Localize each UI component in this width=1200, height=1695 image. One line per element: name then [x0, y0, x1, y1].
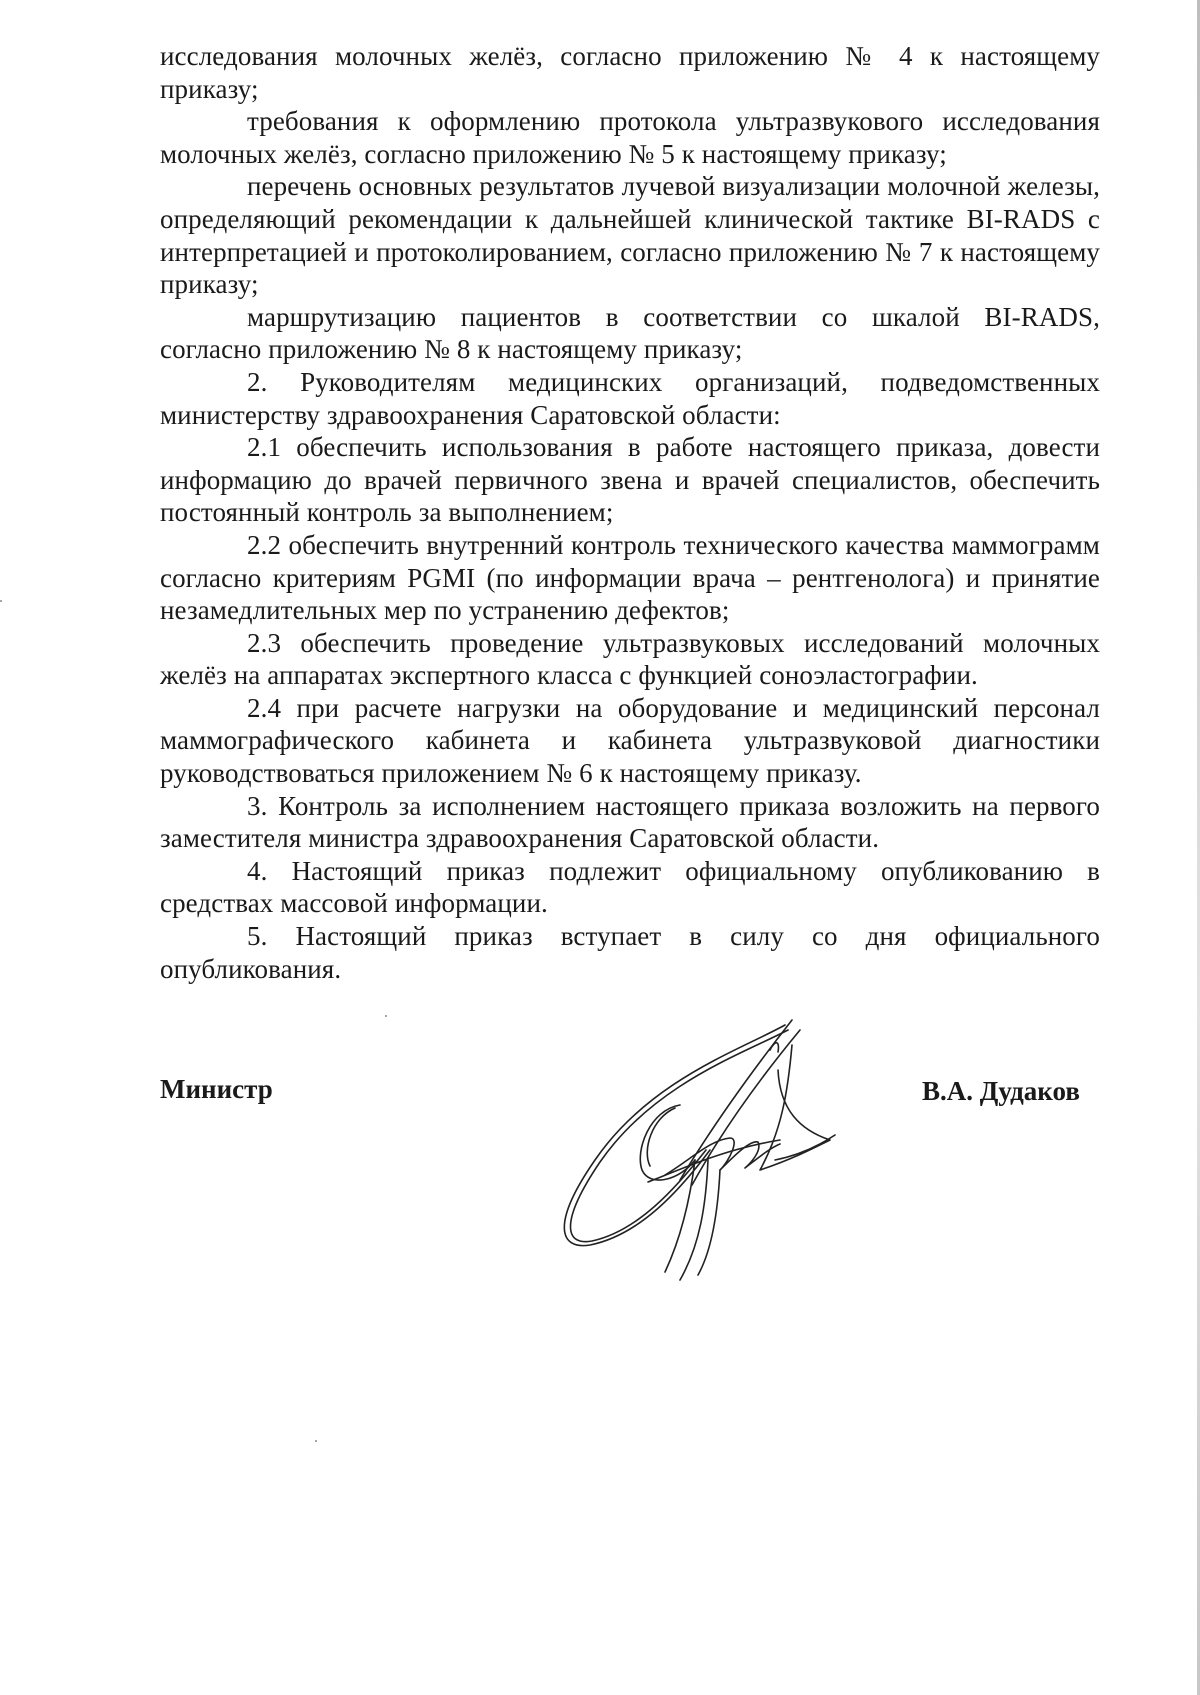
scan-speck: [315, 1440, 317, 1442]
paragraph-item-3: 3. Контроль за исполнением настоящего приказа возложить на первого заместителя министра здравоохранения Саратовской области.: [160, 790, 1100, 854]
paragraph-item-2: 2. Руководителям медицинских организаций, подведомственных министерству здравоохранения Саратовской области:: [160, 366, 1100, 430]
signatory-title: Министр: [160, 1074, 273, 1104]
paragraph-continuation: исследования молочных желёз, согласно приложению № 4 к настоящему приказу;: [160, 41, 1100, 104]
paragraph-item-5: 5. Настоящий приказ вступает в силу со дня официального опубликования.: [160, 921, 1100, 984]
paragraph-item-2-2: 2.2 обеспечить внутренний контроль технического качества маммограмм согласно критериям PGMI (по информации врача – рентгенолога) и принятие незамедлительных мер по устранению дефектов;: [160, 529, 1100, 626]
signatory-name: В.А. Дудаков: [922, 1076, 1080, 1106]
scan-speck: [0, 600, 2, 602]
paragraph-birads-list: перечень основных результатов лучевой визуализации молочной железы, определяющий рекомендации к дальнейшей клинической тактике BI-RADS с интерпретацией и протоколированием, согласно приложению № 7 к настоящему приказу;: [160, 171, 1100, 300]
paragraph-item-2-3: 2.3 обеспечить проведение ультразвуковых исследований молочных желёз на аппаратах экспертного класса с функцией соноэластографии.: [160, 627, 1100, 691]
paragraph-item-4: 4. Настоящий приказ подлежит официальному опубликованию в средствах массовой информации.: [160, 855, 1100, 919]
document-body: [160, 40, 1100, 985]
scan-speck: [385, 1015, 387, 1017]
paragraph-patient-routing: маршрутизацию пациентов в соответствии со шкалой BI-RADS, согласно приложению № 8 к настоящему приказу;: [160, 301, 1100, 365]
paragraph-requirements-protocol: требования к оформлению протокола ультразвукового исследования молочных желёз, согласно приложению № 5 к настоящему приказу;: [160, 106, 1100, 169]
paragraph-item-2-1: 2.1 обеспечить использования в работе настоящего приказа, довести информацию до врачей первичного звена и врачей специалистов, обеспечить постоянный контроль за выполнением;: [160, 432, 1100, 528]
paragraph-item-2-4: 2.4 при расчете нагрузки на оборудование и медицинский персонал маммографического кабинета и кабинета ультразвуковой диагностики руководствоваться приложением № 6 к настоящему приказу.: [160, 692, 1100, 789]
handwritten-signature-icon: [530, 1010, 850, 1300]
